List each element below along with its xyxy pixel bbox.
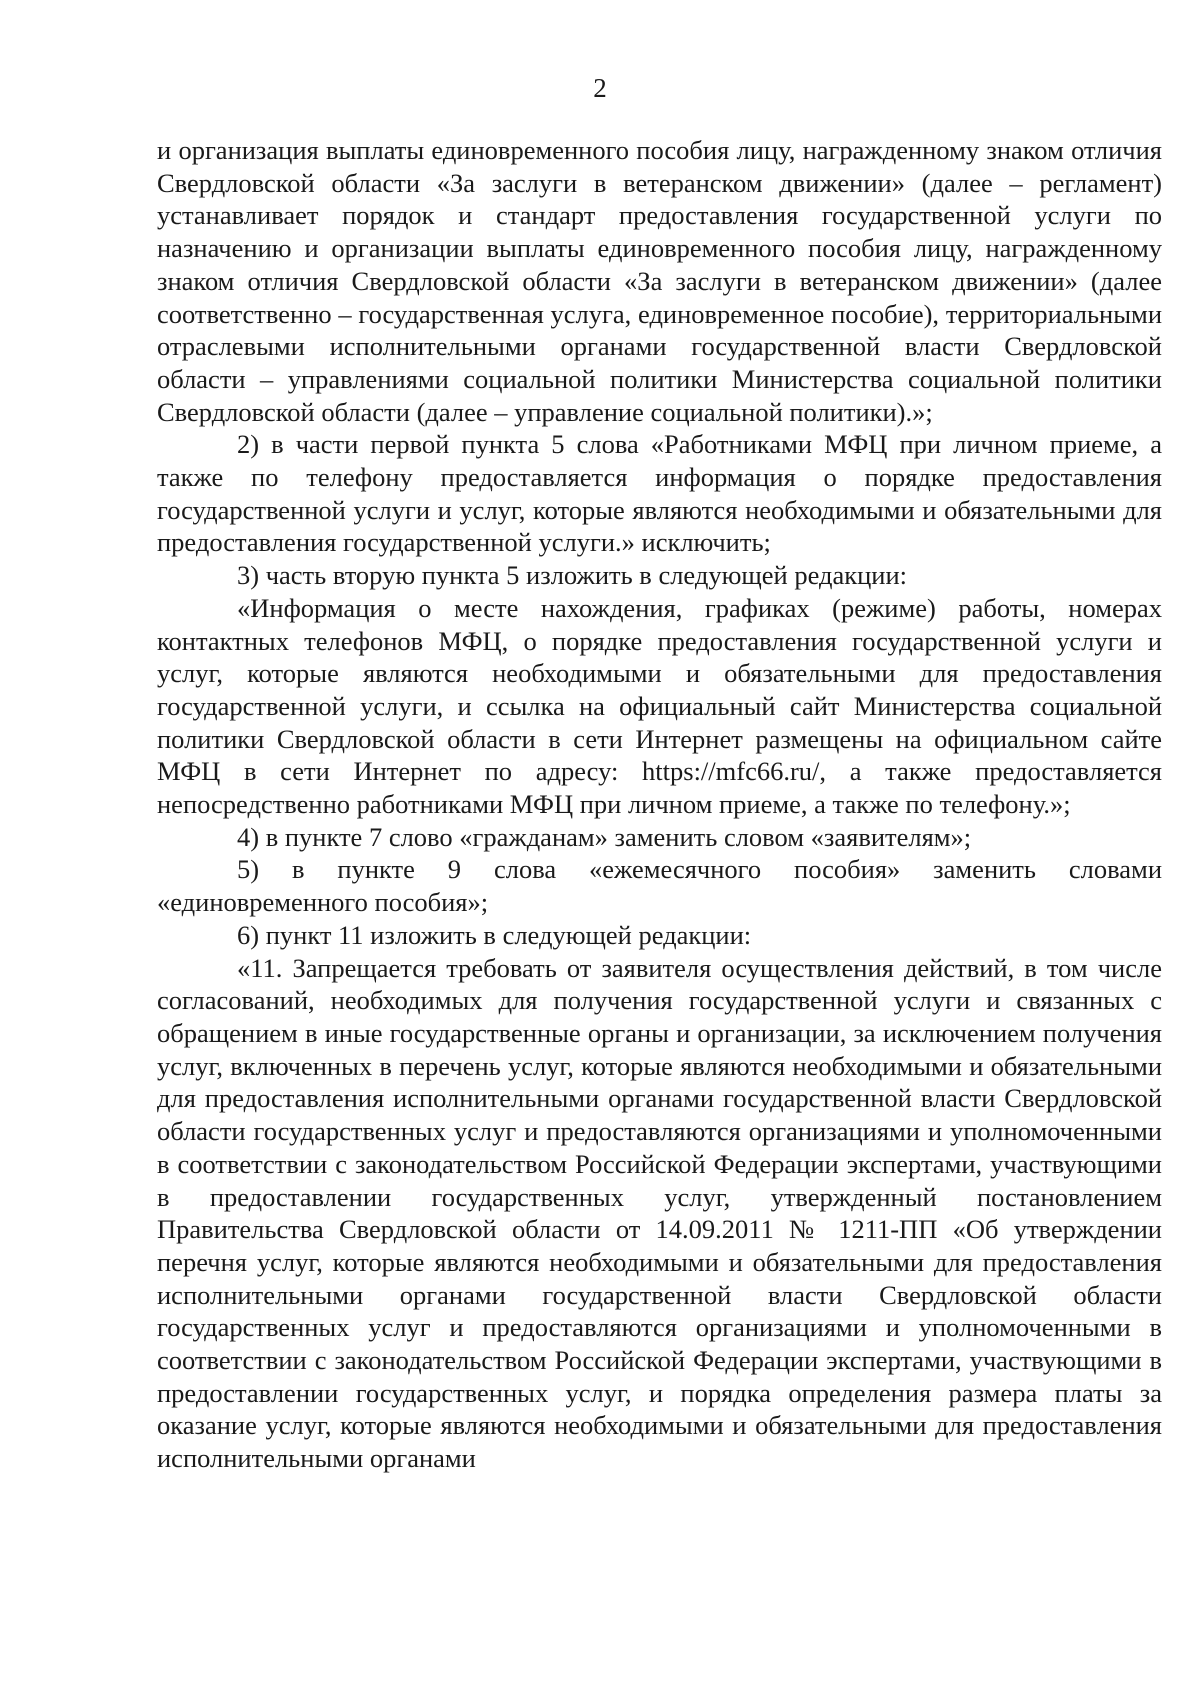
document-body xyxy=(157,134,1162,1475)
paragraph-item-6-quote: «11. Запрещается требовать от заявителя осуществления действий, в том числе согласований, необходимых для получения государственной услуги и связанных с обращением в иные государственные органы и организации, за исключением получения услуг, включенных в перечень услуг, которые являются необходимыми и обязательными для предоставления исполнительными органами государственной власти Свердловской области государственных услуг и предоставляются организациями и уполномоченными в соответствии с законодательством Российской Федерации экспертами, участвующими в предоставлении государственных услуг, утвержденный постановлением Правительства Свердловской области от 14.09.2011 № 1211-ПП «Об утверждении перечня услуг, которые являются необходимыми и обязательными для предоставления исполнительными органами государственной власти Свердловской области государственных услуг и предоставляются организациями и уполномоченными в соответствии с законодательством Российской Федерации экспертами, участвующими в предоставлении государственных услуг, и порядка определения размера платы за оказание услуг, которые являются необходимыми и обязательными для предоставления исполнительными органами xyxy=(157,952,1162,1474)
paragraph-item-3: 3) часть вторую пункта 5 изложить в следующей редакции: xyxy=(237,560,908,591)
paragraph-item-3-quote: «Информация о месте нахождения, графиках (режиме) работы, номерах контактных телефонов МФЦ, о порядке предоставления государственной услуги и услуг, которые являются необходимыми и обязательными для предоставления государственной услуги, и ссылка на официальный сайт Министерства социальной политики Свердловской области в сети Интернет размещены на официальном сайте МФЦ в сети Интернет по адресу: https://mfc66.ru/, а также предоставляется непосредственно работниками МФЦ при личном приеме, а также по телефону.»; xyxy=(157,592,1162,820)
paragraph-item-5: 5) в пункте 9 слова «ежемесячного пособия» заменить словами «единовременного пособия»; xyxy=(157,854,1162,918)
paragraph-item-6: 6) пункт 11 изложить в следующей редакции: xyxy=(237,919,752,950)
paragraph-item-2: 2) в части первой пункта 5 слова «Работниками МФЦ при личном приеме, а также по телефону предоставляется информация о порядке предоставления государственной услуги и услуг, которые являются необходимыми и обязательными для предоставления государственной услуги.» исключить; xyxy=(157,429,1162,558)
paragraph-item-4: 4) в пункте 7 слово «гражданам» заменить словом «заявителям»; xyxy=(237,821,972,852)
page-number: 2 xyxy=(593,73,607,103)
paragraph-regulation-continuation: и организация выплаты единовременного пособия лицу, награжденному знаком отличия Свердловской области «За заслуги в ветеранском движении» (далее – регламент) устанавливает порядок и стандарт предоставления государственной услуги по назначению и организации выплаты единовременного пособия лицу, награжденному знаком отличия Свердловской области «За заслуги в ветеранском движении» (далее соответственно – государственная услуга, единовременное пособие), территориальными отраслевыми исполнительными органами государственной власти Свердловской области – управлениями социальной политики Министерства социальной политики Свердловской области (далее – управление социальной политики).»; xyxy=(157,135,1162,427)
